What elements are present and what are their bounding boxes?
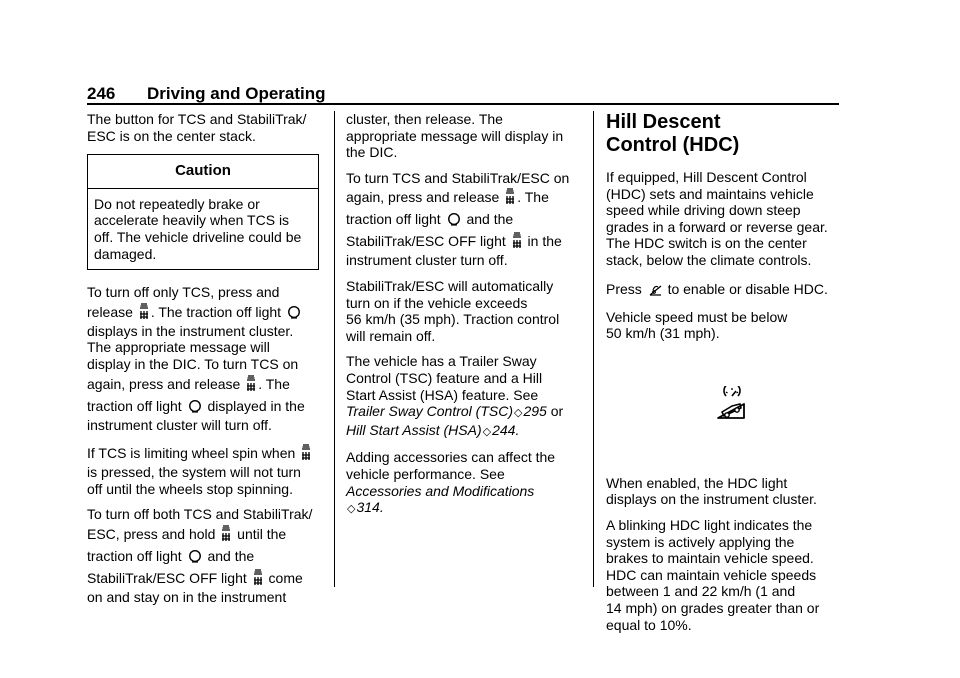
- traction-off-light-icon: [287, 304, 301, 320]
- column-1: [87, 111, 323, 615]
- column-3: [606, 111, 842, 642]
- paragraph-auto-on: StabiliTrak/ESC will automatically turn on if the vehicle exceeds 56 km/h (35 mph). Traction control will remain off.: [346, 277, 560, 344]
- esc-off-light-icon: [253, 569, 263, 586]
- traction-off-light-icon: [188, 398, 202, 414]
- paragraph-turn-off-both: To turn off both TCS and StabiliTrak/ ESC, press and hold until the traction off light and the StabiliTrak/ESC OFF light come on and stay on in the instrument: [87, 506, 313, 605]
- xref-icon: ◇: [347, 503, 356, 516]
- paragraph-tsc-hsa: The vehicle has a Trailer Sway Control (TSC) feature and a Hill Start Assist (HSA) feature. See Trailer Sway Control (TSC)◇295 or Hill Start Assist (HSA)◇244.: [346, 353, 582, 440]
- caution-title: Caution: [88, 155, 318, 189]
- paragraph-turn-on-both: To turn TCS and StabiliTrak/ESC on again, press and release . The traction off light and the StabiliTrak/ESC OFF light in the instrument cluster turn off.: [346, 169, 570, 269]
- tcs-button-icon: [221, 525, 231, 542]
- link-hill-start-assist[interactable]: Hill Start Assist (HSA): [346, 421, 482, 438]
- paragraph-hdc-blinking: A blinking HDC light indicates the system is actively applying the brakes to maintain vehicle speed. HDC can maintain vehicle speeds between 1 and 22 km/h (1 and 14 mph) on grades greater than or equal to 10%.: [606, 516, 820, 633]
- caution-body: Do not repeatedly brake or accelerate heavily when TCS is off. The vehicle driveline could be damaged.: [94, 195, 302, 262]
- paragraph-tcs-limiting: If TCS is limiting wheel spin when is pressed, the system will not turn off until the wheels stop spinning.: [87, 442, 323, 497]
- column-2: [346, 111, 582, 527]
- link-trailer-sway-control[interactable]: Trailer Sway Control (TSC): [346, 403, 513, 420]
- page-number: 246: [87, 84, 116, 103]
- traction-off-light-icon: [188, 548, 202, 564]
- link-page-295[interactable]: 295: [523, 403, 547, 420]
- esc-off-light-icon: [512, 232, 522, 249]
- paragraph-cluster-release: cluster, then release. The appropriate message will display in the DIC.: [346, 111, 564, 161]
- paragraph-press-hdc: Press to enable or disable HDC.: [606, 280, 828, 297]
- section-title: Driving and Operating: [147, 84, 326, 103]
- xref-icon: ◇: [514, 407, 523, 420]
- column-divider-1: [334, 111, 335, 587]
- paragraph-tcs-button-location: The button for TCS and StabiliTrak/ ESC is on the center stack.: [87, 111, 307, 144]
- hdc-light-icon: [714, 386, 748, 422]
- hdc-heading: Hill Descent Control (HDC): [606, 111, 740, 156]
- link-page-314[interactable]: 314: [356, 499, 380, 516]
- traction-off-light-icon: [447, 211, 461, 227]
- paragraph-turn-off-tcs: To turn off only TCS, press and release . The traction off light displays in the instrument cluster. The appropriate message will display in the DIC. To turn TCS on again, press and release . The traction off light displayed in the instrument cluster will turn off.: [87, 284, 305, 433]
- page-header: [87, 84, 839, 104]
- paragraph-hdc-enabled: When enabled, the HDC light displays on the instrument cluster.: [606, 474, 817, 508]
- hdc-button-icon: [648, 281, 662, 297]
- link-page-244[interactable]: 244: [492, 421, 516, 438]
- paragraph-accessories: Adding accessories can affect the vehicle performance. See Accessories and Modifications ◇314.: [346, 449, 582, 517]
- tcs-button-icon: [139, 303, 149, 320]
- caution-box: [87, 154, 319, 270]
- link-accessories-modifications[interactable]: Accessories and Modifications: [346, 482, 535, 499]
- xref-icon: ◇: [482, 425, 492, 438]
- tcs-button-icon: [246, 375, 256, 392]
- hdc-light-figure: [606, 358, 842, 453]
- tcs-button-icon: [301, 444, 311, 461]
- header-rule: [87, 103, 839, 105]
- paragraph-speed-limit: Vehicle speed must be below 50 km/h (31 mph).: [606, 308, 788, 342]
- tcs-button-icon: [505, 188, 515, 205]
- column-divider-2: [593, 111, 594, 587]
- paragraph-hdc-intro: If equipped, Hill Descent Control (HDC) sets and maintains vehicle speed while driving down steep grades in a forward or reverse gear. The HDC switch is on the center stack, below the climate controls.: [606, 169, 828, 268]
